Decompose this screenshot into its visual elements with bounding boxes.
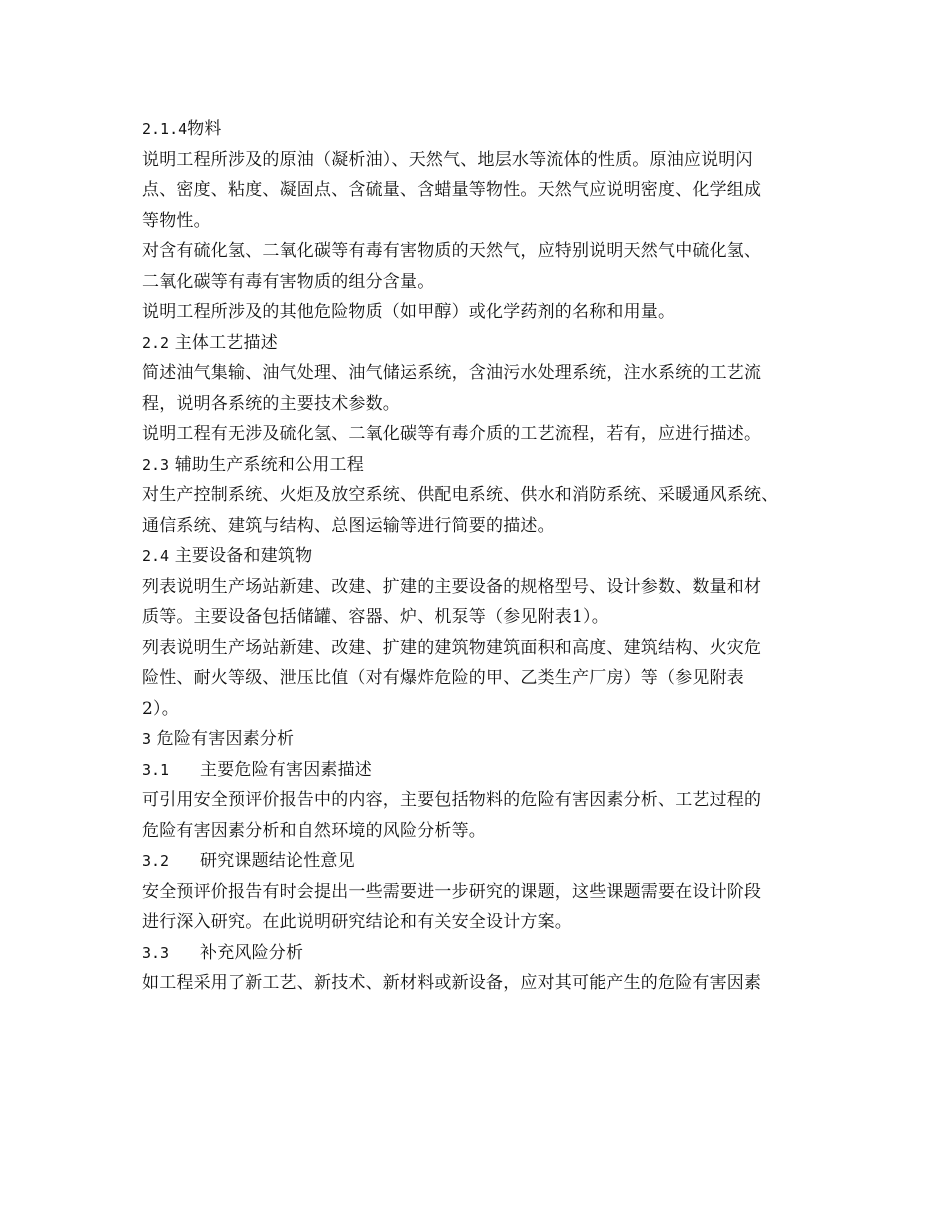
paragraph-line: 安全预评价报告有时会提出一些需要进一步研究的课题，这些课题需要在设计阶段 [142, 881, 762, 902]
paragraph-line: 说明工程所涉及的原油（凝析油）、天然气、地层水等流体的性质。原油应说明闪 [142, 149, 753, 170]
paragraph-line: 说明工程有无涉及硫化氢、二氧化碳等有毒介质的工艺流程，若有，应进行描述。 [142, 424, 762, 444]
paragraph-line: 说明工程所涉及的其他危险物质（如甲醇）或化学药剂的名称和用量。 [142, 302, 676, 322]
section-title: 辅助生产系统和公用工程 [174, 454, 364, 475]
paragraph-line: 列表说明生产场站新建、改建、扩建的建筑物建筑面积和高度、建筑结构、火灾危 [142, 637, 762, 658]
section-number: 2.3 [142, 455, 170, 474]
section-number: 3 [142, 730, 152, 748]
paragraph-line: 险性、耐火等级、泄压比值（对有爆炸危险的甲、乙类生产厂房）等（参见附表 [142, 668, 744, 688]
paragraph-line: 危险有害因素分析和自然环境的风险分析等。 [142, 820, 486, 841]
section-title: 主要设备和建筑物 [174, 546, 313, 566]
paragraph-line: 列表说明生产场站新建、改建、扩建的主要设备的规格型号、设计参数、数量和材 [142, 576, 762, 597]
paragraph-line: 如工程采用了新工艺、新技术、新材料或新设备，应对其可能产生的危险有害因素 [142, 973, 762, 993]
paragraph-line: 对含有硫化氢、二氧化碳等有毒有害物质的天然气，应特别说明天然气中硫化氢、 [142, 241, 762, 261]
paragraph-line: 点、密度、粘度、凝固点、含硫量、含蜡量等物性。天然气应说明密度、化学组成 [142, 180, 762, 200]
section-heading-2-3 [142, 450, 822, 481]
section-heading-3-3 [142, 938, 822, 969]
section-title: 危险有害因素分析 [156, 729, 295, 749]
paragraph-line: 等物性。 [142, 210, 211, 231]
paragraph-line: 二氧化碳等有毒有害物质的组分含量。 [142, 271, 435, 292]
paragraph-line: 可引用安全预评价报告中的内容，主要包括物料的危险有害因素分析、工艺过程的 [142, 790, 762, 810]
paragraph-line: 简述油气集输、油气处理、油气储运系统，含油污水处理系统，注水系统的工艺流 [142, 363, 762, 383]
section-number: 3.2 [142, 852, 170, 870]
section-number: 3.1 [142, 760, 170, 779]
section-heading-3-1 [142, 755, 822, 786]
section-number: 2.2 [142, 333, 170, 352]
paragraph-line: 进行深入研究。在此说明研究结论和有关安全设计方案。 [142, 912, 572, 932]
section-title: 研究课题结论性意见 [200, 851, 355, 871]
paragraph-line: 通信系统、建筑与结构、总图运输等进行简要的描述。 [142, 515, 555, 536]
section-title: 主要危险有害因素描述 [200, 759, 372, 780]
section-heading-2-2 [142, 328, 822, 359]
section-title: 物料 [187, 119, 222, 139]
section-title: 主体工艺描述 [174, 332, 278, 353]
section-heading-3 [142, 724, 822, 755]
section-number: 2.4 [142, 547, 170, 565]
document-page [142, 114, 822, 999]
paragraph-line: 程，说明各系统的主要技术参数。 [142, 393, 400, 414]
section-heading-3-2 [142, 846, 822, 877]
section-heading-2-1-4 [142, 114, 822, 145]
section-number: 2.1.4 [142, 120, 188, 138]
paragraph-line: 2）。 [142, 698, 179, 719]
section-heading-2-4 [142, 541, 822, 572]
paragraph-line: 质等。主要设备包括储罐、容器、炉、机泵等（参见附表1）。 [142, 607, 609, 627]
paragraph-line: 对生产控制系统、火炬及放空系统、供配电系统、供水和消防系统、采暖通风系统、 [142, 485, 779, 505]
section-title: 补充风险分析 [200, 942, 304, 963]
section-number: 3.3 [142, 943, 170, 962]
